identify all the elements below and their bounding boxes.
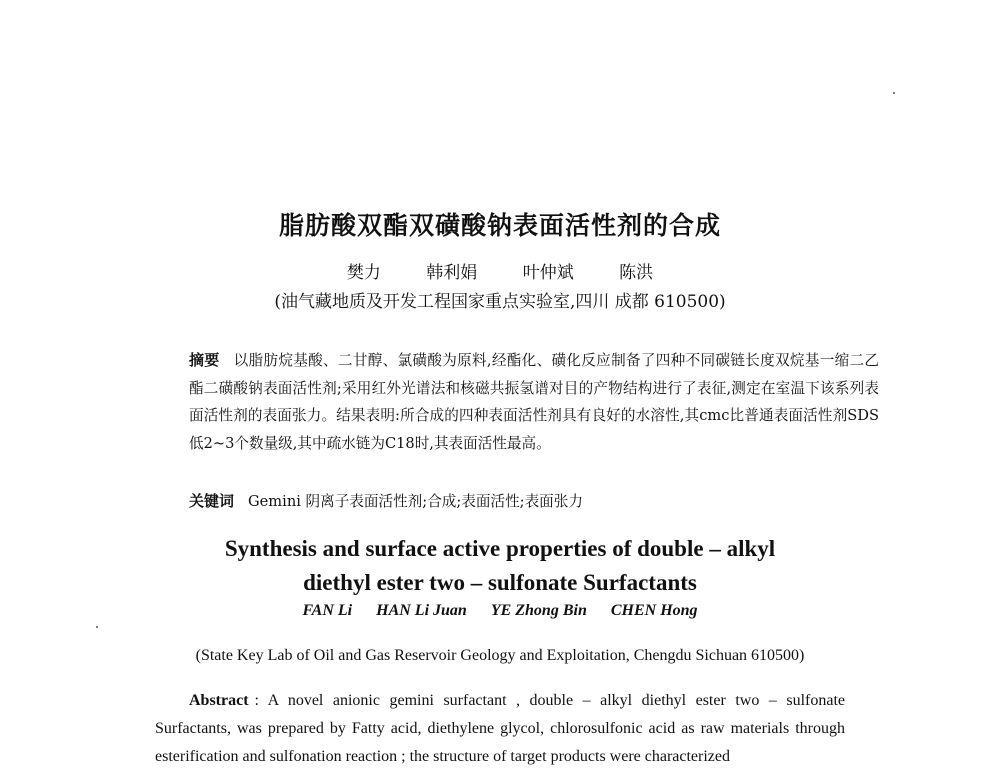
chinese-abstract — [155, 347, 879, 457]
english-title-line: diethyl ester two – sulfonate Surfactants — [303, 570, 697, 595]
author-name: HAN Li Juan — [376, 602, 467, 619]
english-affiliation: (State Key Lab of Oil and Gas Reservoir Geology and Exploitation, Chengdu Sichuan 610500) — [195, 647, 805, 664]
chinese-authors — [0, 258, 1000, 283]
english-title-line: Synthesis and surface active properties of double – alkyl — [224, 536, 776, 561]
abstract-label: 摘要 — [189, 351, 220, 369]
chinese-affiliation: (油气藏地质及开发工程国家重点实验室,四川 成都 610500) — [274, 292, 726, 312]
author-name: FAN Li — [302, 602, 353, 619]
chinese-title: 脂肪酸双酯双磺酸钠表面活性剂的合成 — [278, 211, 721, 240]
author-name: 叶仲斌 — [522, 263, 574, 283]
abstract-text: : A novel anionic gemini surfactant , double – alkyl diethyl ester two – sulfonate Surfactants, was prepared by Fatty acid, diethylene glycol, chlorosulfonic acid as raw materials through esterification and sulfonation reaction ; the structure of target products were characterized — [155, 692, 845, 765]
scan-speck — [893, 92, 895, 94]
abstract-label: Abstract — [189, 692, 249, 709]
author-name: 陈洪 — [619, 263, 654, 283]
english-title — [0, 532, 1000, 600]
english-abstract — [155, 687, 845, 771]
author-name: YE Zhong Bin — [490, 602, 587, 619]
author-name: 韩利娟 — [426, 263, 478, 283]
author-name: CHEN Hong — [610, 602, 698, 619]
english-authors — [0, 602, 1000, 620]
keywords-label: 关键词 — [189, 492, 235, 510]
scan-speck — [96, 626, 98, 628]
author-name: 樊力 — [346, 263, 381, 283]
abstract-text: 以脂肪烷基酸、二甘醇、氯磺酸为原料,经酯化、磺化反应制备了四种不同碳链长度双烷基一缩二乙酯二磺酸钠表面活性剂;采用红外光谱法和核磁共振氢谱对目的产物结构进行了表征,测定在室温下该系列表面活性剂的表面张力。结果表明:所合成的四种表面活性剂具有良好的水溶性,其cmc比普通表面活性剂SDS低2~3个数量级,其中疏水链为C18时,其表面活性最高。 — [189, 352, 879, 452]
keywords-text: Gemini 阴离子表面活性剂;合成;表面活性;表面张力 — [248, 493, 583, 510]
chinese-keywords — [189, 490, 849, 511]
